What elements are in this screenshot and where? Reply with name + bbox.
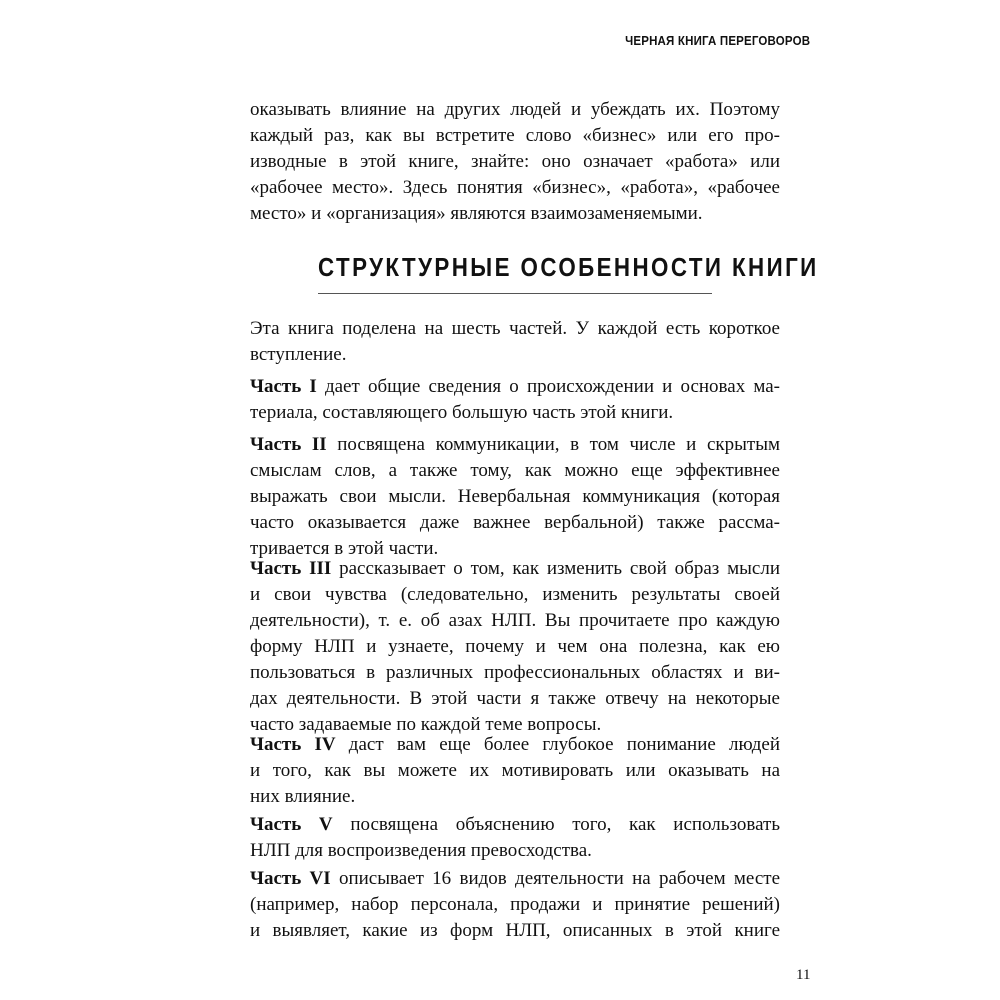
intro-paragraph: [250, 97, 780, 227]
text-line: [250, 866, 780, 892]
paragraph-part-4: [250, 732, 780, 810]
text-line: выражать свои мысли. Невербальная коммуникация (которая: [250, 486, 780, 507]
text-line: форму НЛП и узнаете, почему и чем она полезна, как ею: [250, 636, 780, 657]
part-label: Часть I: [250, 376, 317, 397]
text-line: и выявляет, какие из форм НЛП, описанных в этой книге: [250, 920, 780, 941]
paragraph-part-3: [250, 556, 780, 738]
text-line: оказывать влияние на других людей и убеждать их. Поэтому: [250, 99, 780, 120]
part-label: Часть V: [250, 814, 333, 835]
text-run: дает общие сведения о происхождении и основах ма-: [316, 376, 780, 397]
page-number: 11: [796, 967, 811, 983]
text-line: НЛП для воспроизведения превосходства.: [250, 840, 592, 861]
text-line: и того, как вы можете их мотивировать или оказывать на: [250, 760, 780, 781]
text-line: каждый раз, как вы встретите слово «бизнес» или его про-: [250, 125, 780, 146]
text-line: [250, 432, 780, 458]
running-head: ЧЕРНАЯ КНИГА ПЕРЕГОВОРОВ: [624, 34, 810, 48]
text-run: посвящена коммуникации, в том числе и скрытым: [326, 434, 780, 455]
text-line: [250, 812, 780, 838]
text-line: [250, 556, 780, 582]
text-line: Эта книга поделена на шесть частей. У каждой есть короткое: [250, 318, 780, 339]
part-label: Часть II: [250, 434, 327, 455]
text-line: них влияние.: [250, 786, 356, 807]
part-label: Часть IV: [250, 734, 336, 755]
text-line: вступление.: [250, 344, 347, 365]
part-label: Часть III: [250, 558, 332, 579]
text-run: даст вам еще более глубокое понимание людей: [335, 734, 780, 755]
text-line: место» и «организация» являются взаимозаменяемыми.: [250, 203, 703, 224]
text-line: [250, 732, 780, 758]
text-line: дах деятельности. В этой части я также отвечу на некоторые: [250, 688, 780, 709]
paragraph-part-5: [250, 812, 780, 864]
text-line: изводные в этой книге, знайте: оно означает «работа» или: [250, 151, 780, 172]
paragraph-part-1: [250, 374, 780, 426]
section-heading: СТРУКТУРНЫЕ ОСОБЕННОСТИ КНИГИ: [318, 252, 819, 282]
part-label: Часть VI: [250, 868, 331, 889]
text-line: часто задаваемые по каждой теме вопросы.: [250, 714, 602, 735]
text-line: [250, 374, 780, 400]
text-run: описывает 16 видов деятельности на рабочем месте: [330, 868, 780, 889]
text-line: и свои чувства (следовательно, изменить результаты своей: [250, 584, 780, 605]
paragraph-part-6: [250, 866, 780, 944]
paragraph-part-2: [250, 432, 780, 562]
heading-rule: [318, 293, 712, 294]
text-line: часто оказывается даже важнее вербальной) также рассма-: [250, 512, 780, 533]
text-line: смыслам слов, а также тому, как можно еще эффективнее: [250, 460, 780, 481]
text-run: рассказывает о том, как изменить свой образ мысли: [331, 558, 780, 579]
text-line: (например, набор персонала, продажи и принятие решений): [250, 894, 780, 915]
text-line: деятельности), т. е. об азах НЛП. Вы прочитаете про каждую: [250, 610, 780, 631]
text-run: посвящена объяснению того, как использовать: [332, 814, 780, 835]
text-line: териала, составляющего большую часть этой книги.: [250, 402, 674, 423]
text-line: тривается в этой части.: [250, 538, 439, 559]
text-line: пользоваться в различных профессиональных областях и ви-: [250, 662, 780, 683]
paragraph-overview: [250, 316, 780, 368]
text-line: «рабочее место». Здесь понятия «бизнес», «работа», «рабочее: [250, 177, 780, 198]
